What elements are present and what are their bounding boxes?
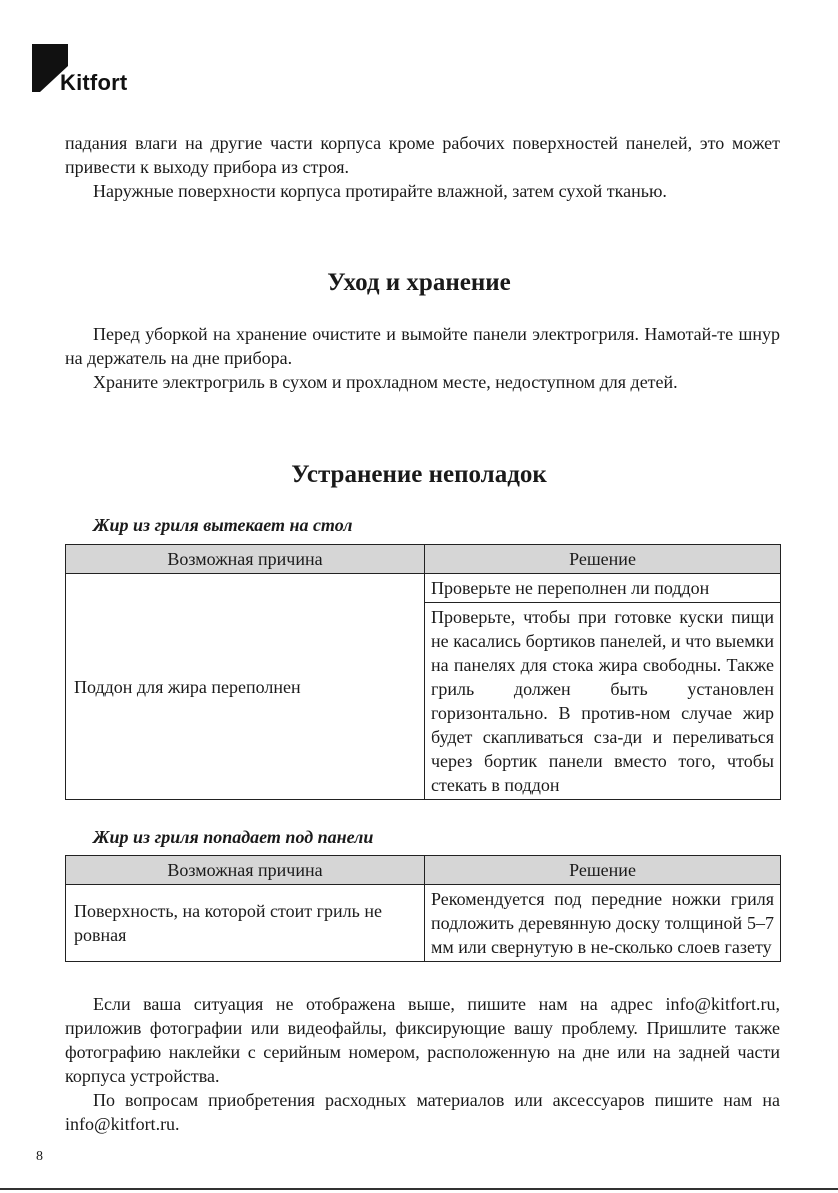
intro-paragraph-2: Наружные поверхности корпуса протирайте влажной, затем сухой тканью. — [93, 181, 667, 201]
table-row — [66, 574, 781, 603]
care-paragraph-1: Перед уборкой на хранение очистите и вымойте панели электрогриля. Намотай-те шнур на держатель на дне прибора. — [65, 324, 780, 368]
issue1-table — [65, 544, 781, 800]
header-cause: Возможная причина — [66, 545, 425, 574]
contact-paragraph-2: По вопросам приобретения расходных материалов или аксессуаров пишите нам на info@kitfort.ru. — [65, 1090, 780, 1134]
header-solution: Решение — [425, 856, 781, 885]
issue2-cause: Поверхность, на которой стоит гриль не ровная — [66, 885, 425, 962]
care-heading: Уход и хранение — [327, 269, 511, 296]
issue2-title: Жир из гриля попадает под панели — [93, 827, 374, 847]
bottom-rule — [0, 1188, 838, 1190]
issue1-cause: Поддон для жира переполнен — [66, 574, 425, 800]
contact-paragraph-1: Если ваша ситуация не отображена выше, пишите нам на адрес info@kitfort.ru, приложив фотографии или видеофайлы, фиксирующие вашу проблему. Пришлите также фотографию наклейки с серийным номером, расположенную на дне или на задней части корпуса устройства. — [65, 994, 780, 1086]
table-header-row — [66, 545, 781, 574]
issue1-solution-2: Проверьте, чтобы при готовке куски пищи не касались бортиков панелей, и что выемки на панелях для стока жира свободны. Также гриль должен быть установлен горизонтально. В против-ном случае жир будет скапливаться сза-ди и переливаться через бортик панели вместо того, чтобы стекать в поддон — [425, 603, 781, 800]
issue2-table — [65, 855, 781, 962]
issue1-title: Жир из гриля вытекает на стол — [93, 515, 353, 535]
header-cause: Возможная причина — [66, 856, 425, 885]
table-header-row — [66, 856, 781, 885]
logo-text: Kitfort — [60, 70, 128, 95]
issue1-solution-1: Проверьте не переполнен ли поддон — [425, 574, 781, 603]
troubleshooting-heading: Устранение неполадок — [291, 461, 547, 488]
issue2-solution: Рекомендуется под передние ножки гриля подложить деревянную доску толщиной 5–7 мм или свернутую в не-сколько слоев газету — [425, 885, 781, 962]
header-solution: Решение — [425, 545, 781, 574]
intro-paragraph-1: падания влаги на другие части корпуса кроме рабочих поверхностей панелей, это может привести к выходу прибора из строя. — [65, 133, 780, 177]
table-row — [66, 885, 781, 962]
page-number: 8 — [36, 1149, 43, 1164]
care-paragraph-2: Храните электрогриль в сухом и прохладном месте, недоступном для детей. — [93, 372, 678, 392]
